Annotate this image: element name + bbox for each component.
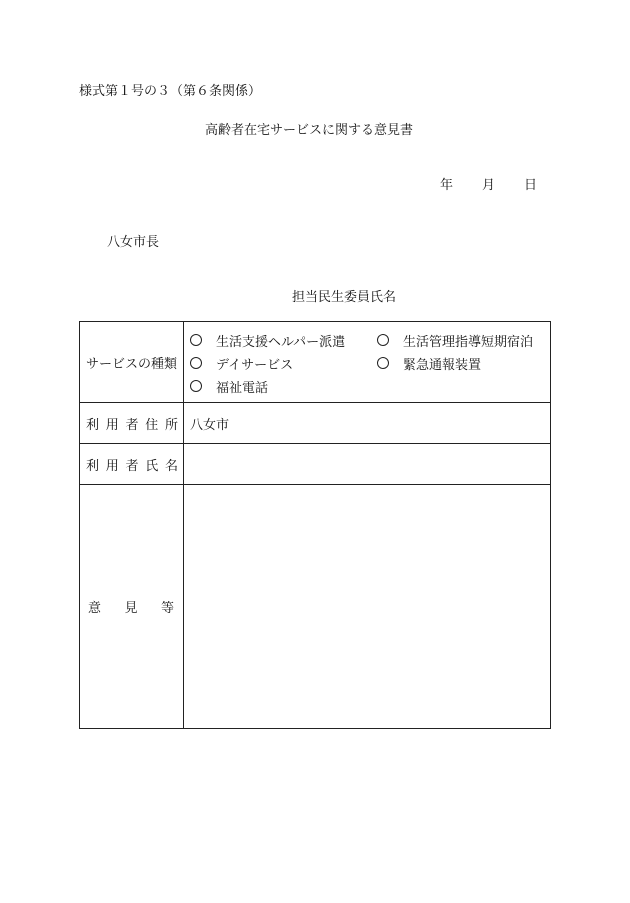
date-line: [440, 174, 537, 193]
label-char: 利: [86, 458, 100, 474]
service-option-welfare-phone[interactable]: [190, 377, 377, 396]
signer-label: 担当民生委員氏名: [292, 290, 397, 305]
circle-icon: [190, 334, 202, 346]
user-name-value: [184, 457, 190, 472]
user-name-label: [80, 444, 184, 485]
label-char: 意: [88, 601, 102, 616]
opinion-value: [184, 599, 190, 614]
service-option-label: 生活管理指導短期宿泊: [403, 334, 534, 350]
label-char: 利: [86, 417, 100, 433]
service-option-label: 福祉電話: [216, 380, 269, 396]
date-month-label: 月: [482, 178, 496, 193]
service-type-options: [184, 322, 551, 403]
opinion-row: [80, 485, 551, 729]
service-option-emergency-alarm[interactable]: [377, 354, 557, 373]
user-address-label: [80, 403, 184, 444]
form-number: 様式第１号の３（第６条関係）: [79, 84, 262, 99]
user-address-field[interactable]: [184, 403, 551, 444]
circle-icon: [377, 357, 389, 369]
circle-icon: [190, 380, 202, 392]
service-option-helper[interactable]: [190, 331, 377, 350]
user-name-row: [80, 444, 551, 485]
service-option-day-service[interactable]: [190, 354, 377, 373]
service-option-label: デイサービス: [216, 357, 294, 373]
label-char: 所: [164, 417, 178, 433]
opinion-field[interactable]: [184, 485, 551, 729]
user-address-row: [80, 403, 551, 444]
service-option-label: 緊急通報装置: [403, 357, 482, 373]
service-type-row: [80, 322, 551, 403]
label-char: 等: [160, 601, 174, 616]
label-char: 住: [145, 417, 159, 433]
document-title: 高齢者在宅サービスに関する意見書: [205, 123, 414, 138]
date-year-label: 年: [440, 178, 454, 193]
service-option-short-stay[interactable]: [377, 331, 557, 350]
label-char: 見: [124, 601, 138, 616]
addressee: 八女市長: [107, 235, 160, 250]
user-address-value: 八女市: [190, 417, 230, 433]
service-type-label: サービスの種類: [80, 322, 184, 403]
date-day-label: 日: [524, 178, 538, 193]
label-char: 名: [164, 458, 178, 474]
label-char: 氏: [145, 458, 159, 474]
label-char: 用: [105, 458, 119, 474]
label-char: 者: [125, 417, 139, 433]
user-name-field[interactable]: [184, 444, 551, 485]
opinion-form-table: [79, 321, 551, 729]
circle-icon: [377, 334, 389, 346]
label-char: 用: [105, 417, 119, 433]
label-char: 者: [125, 458, 139, 474]
service-option-label: 生活支援ヘルパー派遣: [216, 334, 346, 350]
opinion-label: [80, 485, 184, 729]
circle-icon: [190, 357, 202, 369]
